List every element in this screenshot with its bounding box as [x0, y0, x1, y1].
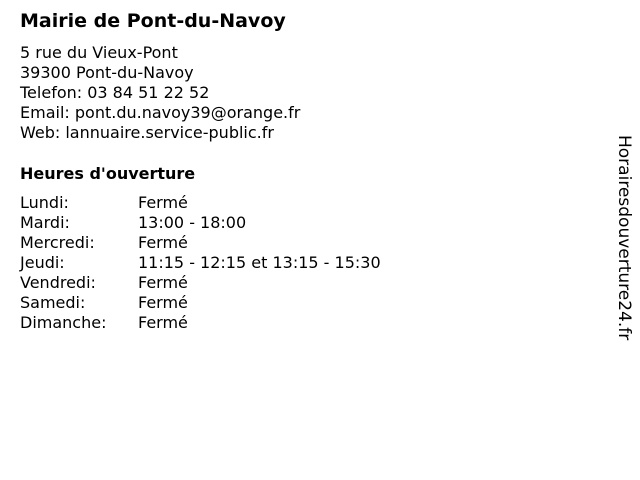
day-label: Lundi:: [20, 193, 69, 212]
day-hours: 11:15 - 12:15 et 13:15 - 15:30: [138, 253, 381, 272]
phone-number: Telefon: 03 84 51 22 52: [20, 83, 210, 102]
address-block: [20, 43, 300, 143]
hours-heading: Heures d'ouverture: [20, 164, 196, 183]
hours-row-dimanche: [20, 313, 381, 333]
hours-row-mercredi: [20, 233, 381, 253]
day-hours: 13:00 - 18:00: [138, 213, 247, 232]
day-label: Dimanche:: [20, 313, 107, 332]
day-hours: Fermé: [138, 313, 188, 332]
day-hours: Fermé: [138, 293, 188, 312]
street-address: 5 rue du Vieux-Pont: [20, 43, 178, 62]
day-label: Mardi:: [20, 213, 70, 232]
city-address: 39300 Pont-du-Navoy: [20, 63, 194, 82]
day-hours: Fermé: [138, 193, 188, 212]
page-title: Mairie de Pont-du-Navoy: [20, 10, 286, 32]
watermark-text: Horairesdouverture24.fr: [614, 135, 634, 341]
day-label: Samedi:: [20, 293, 86, 312]
hours-row-jeudi: [20, 253, 381, 273]
website: Web: lannuaire.service-public.fr: [20, 123, 274, 142]
day-label: Vendredi:: [20, 273, 96, 292]
email-address: Email: pont.du.navoy39@orange.fr: [20, 103, 301, 122]
day-hours: Fermé: [138, 233, 188, 252]
hours-row-mardi: [20, 213, 381, 233]
hours-row-lundi: [20, 193, 381, 213]
day-label: Mercredi:: [20, 233, 95, 252]
hours-row-samedi: [20, 293, 381, 313]
hours-table: [20, 193, 381, 333]
day-hours: Fermé: [138, 273, 188, 292]
day-label: Jeudi:: [20, 253, 65, 272]
hours-row-vendredi: [20, 273, 381, 293]
